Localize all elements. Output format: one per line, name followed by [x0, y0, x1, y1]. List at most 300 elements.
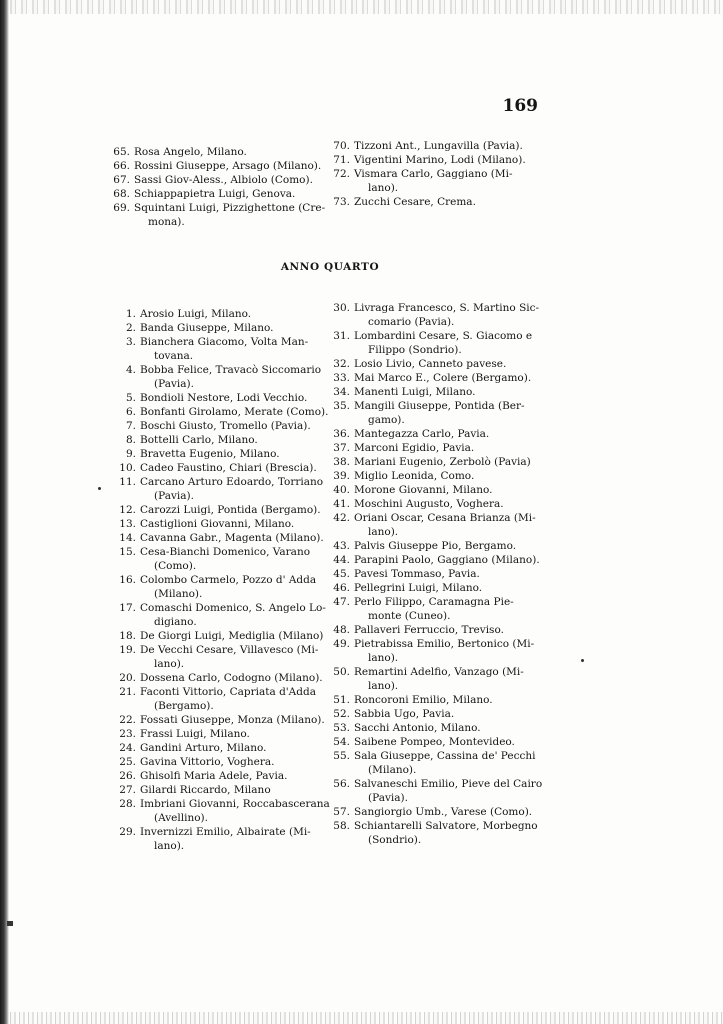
item-text: [140, 363, 332, 391]
item-number: 29.: [119, 826, 136, 838]
item-line: Gilardi Riccardo, Milano: [140, 784, 271, 796]
list-item: [328, 497, 548, 511]
item-text: [134, 145, 330, 159]
item-line: Livraga Francesco, S. Martino Sic-: [354, 302, 540, 314]
item-text: [140, 713, 332, 727]
item-text: [134, 201, 330, 229]
item-number: 68.: [113, 188, 130, 200]
item-number: 66.: [113, 160, 130, 172]
item-text: [354, 139, 546, 153]
scan-noise-bottom: [10, 1012, 723, 1024]
list-item: [108, 671, 332, 685]
item-number: 10.: [119, 462, 136, 474]
item-number: 51.: [333, 694, 350, 706]
list-item: [108, 321, 332, 335]
list-item: [108, 643, 332, 671]
item-number: 37.: [333, 442, 350, 454]
item-continuation-line: (Como).: [154, 560, 197, 572]
item-line: Perlo Filippo, Caramagna Pie-: [354, 596, 514, 608]
item-text: [354, 497, 548, 511]
list-item: [328, 371, 548, 385]
item-line: Palvis Giuseppe Pio, Bergamo.: [354, 540, 517, 552]
item-line: Carozzi Luigi, Pontida (Bergamo).: [140, 504, 321, 516]
list-item: [328, 301, 548, 329]
item-number: 40.: [333, 484, 350, 496]
list-item: [328, 707, 548, 721]
item-text: [354, 301, 548, 329]
item-text: [134, 173, 330, 187]
list-item: [108, 187, 330, 201]
item-continuation-line: (Pavia).: [154, 378, 194, 390]
item-line: Castiglioni Giovanni, Milano.: [140, 518, 295, 530]
item-number: 45.: [333, 568, 350, 580]
item-continuation-line: (Pavia).: [154, 490, 194, 502]
item-text: [354, 721, 548, 735]
list-item: [108, 629, 332, 643]
list-item: [108, 145, 330, 159]
item-text: [354, 167, 546, 195]
list-item: [108, 755, 332, 769]
item-continuation-line: lano).: [368, 680, 399, 692]
scan-speck: [7, 921, 13, 926]
item-text: [354, 707, 548, 721]
item-continuation-line: lano).: [368, 652, 399, 664]
item-line: De Vecchi Cesare, Villavesco (Mi-: [140, 644, 319, 656]
item-text: [140, 503, 332, 517]
item-text: [140, 671, 332, 685]
item-number: 67.: [113, 174, 130, 186]
scan-noise-top: [10, 0, 723, 14]
item-line: De Giorgi Luigi, Mediglia (Milano): [140, 630, 324, 642]
list-item: [108, 405, 332, 419]
item-line: Schiappapietra Luigi, Genova.: [134, 188, 296, 200]
item-text: [354, 805, 548, 819]
item-text: [140, 517, 332, 531]
item-line: Manenti Luigi, Milano.: [354, 386, 476, 398]
list-item: [328, 441, 548, 455]
item-text: [354, 511, 548, 539]
item-number: 5.: [125, 392, 136, 404]
item-number: 7.: [125, 420, 136, 432]
item-continuation-line: lano).: [368, 526, 399, 538]
page-number: 169: [502, 96, 538, 116]
item-text: [354, 385, 548, 399]
item-line: Lombardini Cesare, S. Giacomo e: [354, 330, 533, 342]
item-line: Vismara Carlo, Gaggiano (Mi-: [354, 168, 513, 180]
item-line: Frassi Luigi, Milano.: [140, 728, 250, 740]
item-text: [354, 455, 548, 469]
item-number: 65.: [113, 146, 130, 158]
item-line: Morone Giovanni, Milano.: [354, 484, 493, 496]
item-number: 16.: [119, 574, 136, 586]
list-item: [328, 483, 548, 497]
item-line: Sangiorgio Umb., Varese (Como).: [354, 806, 533, 818]
item-text: [354, 539, 548, 553]
item-line: Bonfanti Girolamo, Merate (Como).: [140, 406, 329, 418]
item-line: Squintani Luigi, Pizzighettone (Cre-: [134, 202, 326, 214]
item-line: Pietrabissa Emilio, Bertonico (Mi-: [354, 638, 535, 650]
list-item: [108, 797, 332, 825]
item-text: [354, 553, 548, 567]
item-line: Bianchera Giacomo, Volta Man-: [140, 336, 309, 348]
item-number: 58.: [333, 820, 350, 832]
item-continuation-line: lano).: [368, 182, 399, 194]
item-line: Marconi Egidio, Pavia.: [354, 442, 475, 454]
left-column-list: [108, 307, 332, 853]
item-number: 55.: [333, 750, 350, 762]
section-title: ANNO QUARTO: [280, 261, 380, 273]
item-number: 33.: [333, 372, 350, 384]
list-item: [328, 539, 548, 553]
item-continuation-line: gamo).: [368, 414, 405, 426]
list-item: [108, 727, 332, 741]
item-text: [134, 187, 330, 201]
item-text: [140, 727, 332, 741]
item-number: 26.: [119, 770, 136, 782]
item-number: 36.: [333, 428, 350, 440]
item-text: [354, 637, 548, 665]
item-text: [140, 685, 332, 713]
item-line: Cadeo Faustino, Chiari (Brescia).: [140, 462, 317, 474]
list-item: [328, 819, 548, 847]
item-continuation-line: (Pavia).: [368, 792, 408, 804]
item-number: 15.: [119, 546, 136, 558]
item-text: [140, 405, 332, 419]
list-item: [328, 469, 548, 483]
item-number: 31.: [333, 330, 350, 342]
page-edge-shadow: [0, 0, 9, 1024]
item-text: [354, 735, 548, 749]
item-text: [354, 441, 548, 455]
item-text: [354, 693, 548, 707]
list-item: [108, 307, 332, 321]
item-line: Sacchi Antonio, Milano.: [354, 722, 481, 734]
item-text: [354, 567, 548, 581]
item-text: [354, 581, 548, 595]
list-item: [108, 531, 332, 545]
item-continuation-line: tovana.: [154, 350, 194, 362]
list-item: [328, 139, 546, 153]
item-number: 53.: [333, 722, 350, 734]
item-text: [140, 545, 332, 573]
item-number: 3.: [125, 336, 136, 348]
item-line: Roncoroni Emilio, Milano.: [354, 694, 493, 706]
item-continuation-line: lano).: [154, 840, 185, 852]
item-line: Sala Giuseppe, Cassina de' Pecchi: [354, 750, 536, 762]
item-line: Miglio Leonida, Como.: [354, 470, 475, 482]
item-line: Moschini Augusto, Voghera.: [354, 498, 504, 510]
item-number: 46.: [333, 582, 350, 594]
item-number: 56.: [333, 778, 350, 790]
list-item: [108, 601, 332, 629]
item-line: Fossati Giuseppe, Monza (Milano).: [140, 714, 325, 726]
list-item: [108, 335, 332, 363]
item-number: 30.: [333, 302, 350, 314]
item-number: 69.: [113, 202, 130, 214]
list-item: [108, 685, 332, 713]
list-item: [328, 749, 548, 777]
item-continuation-line: Filippo (Sondrio).: [368, 344, 462, 356]
right-column-list: [328, 301, 548, 847]
item-continuation-line: (Avellino).: [154, 812, 208, 824]
list-item: [108, 475, 332, 503]
list-item: [328, 777, 548, 805]
item-text: [354, 153, 546, 167]
list-item: [328, 153, 546, 167]
item-number: 34.: [333, 386, 350, 398]
item-line: Pellegrini Luigi, Milano.: [354, 582, 483, 594]
item-continuation-line: comario (Pavia).: [368, 316, 455, 328]
list-item: [108, 447, 332, 461]
list-item: [108, 741, 332, 755]
item-continuation-line: monte (Cuneo).: [368, 610, 451, 622]
list-item: [328, 455, 548, 469]
item-line: Carcano Arturo Edoardo, Torriano: [140, 476, 324, 488]
item-number: 24.: [119, 742, 136, 754]
item-text: [354, 483, 548, 497]
list-item: [108, 825, 332, 853]
item-line: Parapini Paolo, Gaggiano (Milano).: [354, 554, 540, 566]
list-item: [328, 399, 548, 427]
item-continuation-line: (Bergamo).: [154, 700, 214, 712]
item-line: Tizzoni Ant., Lungavilla (Pavia).: [354, 140, 523, 152]
item-text: [140, 755, 332, 769]
item-number: 2.: [125, 322, 136, 334]
list-item: [108, 173, 330, 187]
list-item: [108, 783, 332, 797]
item-number: 1.: [125, 308, 136, 320]
item-line: Rosa Angelo, Milano.: [134, 146, 247, 158]
item-number: 23.: [119, 728, 136, 740]
item-number: 47.: [333, 596, 350, 608]
item-line: Rossini Giuseppe, Arsago (Milano).: [134, 160, 322, 172]
item-number: 22.: [119, 714, 136, 726]
item-text: [140, 475, 332, 503]
item-text: [140, 433, 332, 447]
item-number: 9.: [125, 448, 136, 460]
list-item: [108, 419, 332, 433]
item-number: 25.: [119, 756, 136, 768]
item-number: 50.: [333, 666, 350, 678]
item-line: Bravetta Eugenio, Milano.: [140, 448, 280, 460]
item-line: Saibene Pompeo, Montevideo.: [354, 736, 515, 748]
item-number: 41.: [333, 498, 350, 510]
item-text: [354, 357, 548, 371]
list-item: [108, 517, 332, 531]
item-continuation-line: (Sondrio).: [368, 834, 422, 846]
list-item: [328, 637, 548, 665]
item-line: Sabbia Ugo, Pavia.: [354, 708, 455, 720]
item-line: Mai Marco E., Colere (Bergamo).: [354, 372, 532, 384]
item-text: [140, 601, 332, 629]
top-left-list: [108, 145, 330, 229]
list-item: [328, 623, 548, 637]
list-item: [108, 461, 332, 475]
list-item: [328, 567, 548, 581]
item-line: Remartini Adelfio, Vanzago (Mi-: [354, 666, 524, 678]
list-item: [108, 159, 330, 173]
item-line: Banda Giuseppe, Milano.: [140, 322, 274, 334]
item-number: 43.: [333, 540, 350, 552]
item-line: Dossena Carlo, Codogno (Milano).: [140, 672, 323, 684]
item-text: [140, 573, 332, 601]
item-line: Ghisolfi Maria Adele, Pavia.: [140, 770, 288, 782]
item-number: 13.: [119, 518, 136, 530]
scan-speck: [581, 659, 584, 662]
item-number: 20.: [119, 672, 136, 684]
item-number: 18.: [119, 630, 136, 642]
item-number: 48.: [333, 624, 350, 636]
item-text: [140, 531, 332, 545]
list-item: [328, 427, 548, 441]
list-item: [108, 503, 332, 517]
item-text: [354, 195, 546, 209]
item-continuation-line: digiano.: [154, 616, 197, 628]
item-number: 52.: [333, 708, 350, 720]
list-item: [108, 391, 332, 405]
item-line: Boschi Giusto, Tromello (Pavia).: [140, 420, 311, 432]
list-item: [108, 769, 332, 783]
list-item: [108, 201, 330, 229]
item-text: [140, 825, 332, 853]
item-text: [354, 819, 548, 847]
item-number: 12.: [119, 504, 136, 516]
item-line: Bondioli Nestore, Lodi Vecchio.: [140, 392, 308, 404]
item-line: Cavanna Gabr., Magenta (Milano).: [140, 532, 324, 544]
item-text: [140, 783, 332, 797]
item-text: [354, 329, 548, 357]
item-line: Bobba Felice, Travacò Siccomario: [140, 364, 322, 376]
item-continuation-line: (Milano).: [154, 588, 203, 600]
item-number: 35.: [333, 400, 350, 412]
item-continuation-line: (Milano).: [368, 764, 417, 776]
list-item: [328, 581, 548, 595]
item-text: [140, 629, 332, 643]
item-number: 19.: [119, 644, 136, 656]
item-number: 27.: [119, 784, 136, 796]
item-line: Pavesi Tommaso, Pavia.: [354, 568, 480, 580]
item-text: [354, 399, 548, 427]
item-number: 21.: [119, 686, 136, 698]
item-line: Mariani Eugenio, Zerbolò (Pavia): [354, 456, 531, 468]
item-text: [140, 447, 332, 461]
item-continuation-line: lano).: [154, 658, 185, 670]
item-line: Vigentini Marino, Lodi (Milano).: [354, 154, 526, 166]
item-line: Gandini Arturo, Milano.: [140, 742, 267, 754]
item-line: Comaschi Domenico, S. Angelo Lo-: [140, 602, 326, 614]
top-right-list: [328, 139, 546, 209]
scan-speck: [98, 487, 101, 490]
list-item: [328, 805, 548, 819]
list-item: [328, 665, 548, 693]
item-text: [140, 419, 332, 433]
list-item: [328, 553, 548, 567]
item-line: Losio Livio, Canneto pavese.: [354, 358, 507, 370]
item-number: 73.: [333, 196, 350, 208]
item-number: 54.: [333, 736, 350, 748]
item-number: 28.: [119, 798, 136, 810]
item-line: Gavina Vittorio, Voghera.: [140, 756, 275, 768]
item-line: Faconti Vittorio, Capriata d'Adda: [140, 686, 316, 698]
item-text: [354, 595, 548, 623]
item-number: 6.: [125, 406, 136, 418]
item-continuation-line: mona).: [148, 216, 185, 228]
item-number: 32.: [333, 358, 350, 370]
item-number: 49.: [333, 638, 350, 650]
list-item: [328, 735, 548, 749]
item-text: [354, 777, 548, 805]
item-line: Sassi Giov-Aless., Albiolo (Como).: [134, 174, 313, 186]
list-item: [328, 329, 548, 357]
item-text: [354, 371, 548, 385]
item-text: [140, 741, 332, 755]
item-text: [354, 427, 548, 441]
item-line: Pallaveri Ferruccio, Treviso.: [354, 624, 504, 636]
item-line: Mangili Giuseppe, Pontida (Ber-: [354, 400, 525, 412]
item-number: 72.: [333, 168, 350, 180]
item-text: [354, 665, 548, 693]
item-text: [140, 335, 332, 363]
item-text: [354, 623, 548, 637]
item-text: [354, 469, 548, 483]
item-line: Zucchi Cesare, Crema.: [354, 196, 476, 208]
item-number: 11.: [119, 476, 136, 488]
item-line: Cesa-Bianchi Domenico, Varano: [140, 546, 311, 558]
item-line: Arosio Luigi, Milano.: [140, 308, 252, 320]
item-line: Invernizzi Emilio, Albairate (Mi-: [140, 826, 311, 838]
item-text: [354, 749, 548, 777]
item-number: 57.: [333, 806, 350, 818]
item-number: 17.: [119, 602, 136, 614]
item-text: [140, 797, 332, 825]
item-number: 70.: [333, 140, 350, 152]
list-item: [328, 357, 548, 371]
item-number: 8.: [125, 434, 136, 446]
list-item: [108, 363, 332, 391]
item-text: [140, 643, 332, 671]
item-line: Imbriani Giovanni, Roccabascerana: [140, 798, 330, 810]
item-number: 4.: [125, 364, 136, 376]
list-item: [328, 511, 548, 539]
item-number: 39.: [333, 470, 350, 482]
item-line: Bottelli Carlo, Milano.: [140, 434, 258, 446]
list-item: [328, 195, 546, 209]
list-item: [328, 721, 548, 735]
item-number: 42.: [333, 512, 350, 524]
item-number: 71.: [333, 154, 350, 166]
list-item: [108, 433, 332, 447]
item-line: Colombo Carmelo, Pozzo d' Adda: [140, 574, 317, 586]
list-item: [108, 713, 332, 727]
list-item: [328, 385, 548, 399]
item-line: Schiantarelli Salvatore, Morbegno: [354, 820, 538, 832]
item-text: [134, 159, 330, 173]
list-item: [108, 573, 332, 601]
item-line: Mantegazza Carlo, Pavia.: [354, 428, 490, 440]
list-item: [328, 167, 546, 195]
item-text: [140, 321, 332, 335]
item-number: 44.: [333, 554, 350, 566]
item-text: [140, 769, 332, 783]
item-text: [140, 391, 332, 405]
item-text: [140, 461, 332, 475]
list-item: [328, 693, 548, 707]
item-number: 38.: [333, 456, 350, 468]
item-line: Salvaneschi Emilio, Pieve del Cairo: [354, 778, 543, 790]
list-item: [328, 595, 548, 623]
item-text: [140, 307, 332, 321]
item-line: Oriani Oscar, Cesana Brianza (Mi-: [354, 512, 536, 524]
